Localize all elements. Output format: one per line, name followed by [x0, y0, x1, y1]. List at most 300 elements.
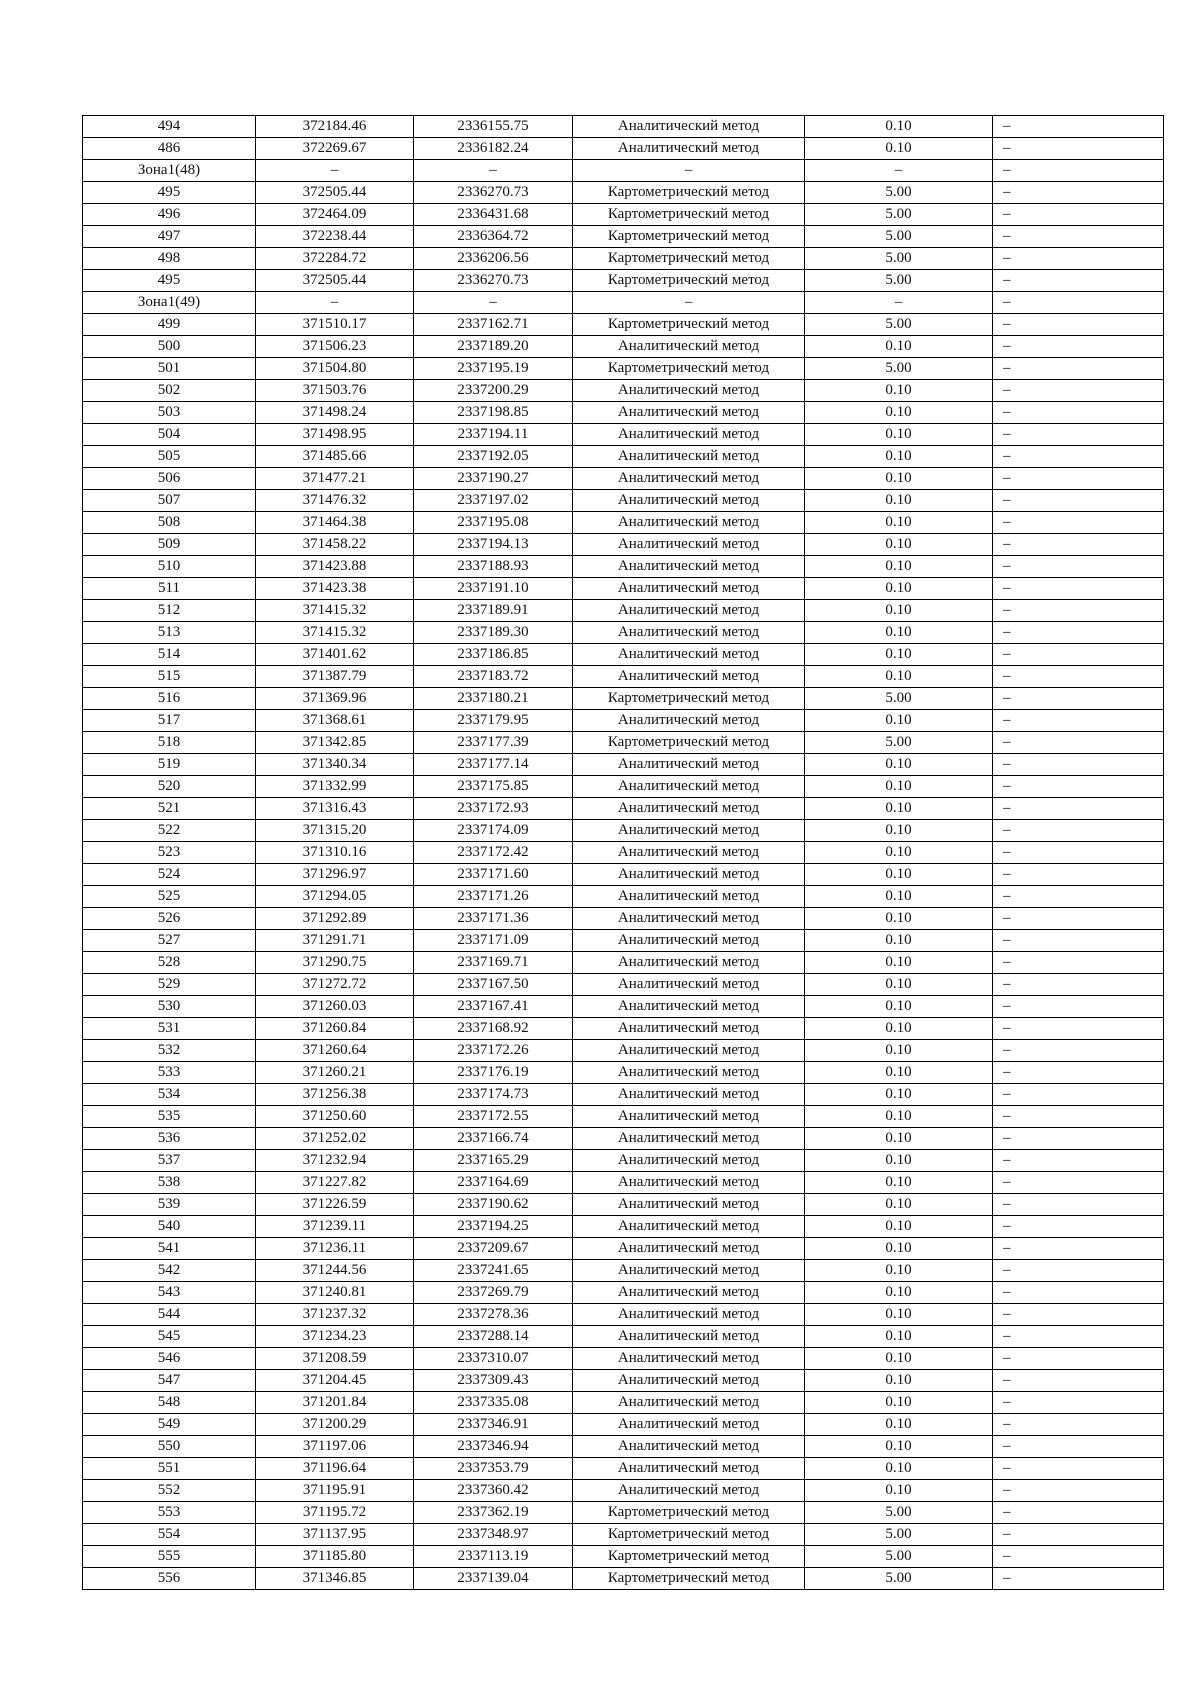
- point-number-cell: 549: [83, 1414, 256, 1436]
- y-coordinate-cell: 2337164.69: [414, 1172, 573, 1194]
- method-cell: Аналитический метод: [573, 1216, 805, 1238]
- description-cell: –: [993, 886, 1164, 908]
- method-cell: Аналитический метод: [573, 776, 805, 798]
- y-coordinate-cell: 2337174.09: [414, 820, 573, 842]
- y-coordinate-cell: 2337180.21: [414, 688, 573, 710]
- table-row: [83, 204, 1164, 226]
- accuracy-cell: –: [805, 160, 993, 182]
- accuracy-cell: 0.10: [805, 864, 993, 886]
- accuracy-cell: 0.10: [805, 886, 993, 908]
- method-cell: Аналитический метод: [573, 1150, 805, 1172]
- x-coordinate-cell: 371237.32: [256, 1304, 414, 1326]
- table-row: [83, 1370, 1164, 1392]
- method-cell: Картометрический метод: [573, 270, 805, 292]
- point-number-cell: 535: [83, 1106, 256, 1128]
- x-coordinate-cell: 371227.82: [256, 1172, 414, 1194]
- x-coordinate-cell: 371204.45: [256, 1370, 414, 1392]
- description-cell: –: [993, 842, 1164, 864]
- method-cell: Аналитический метод: [573, 1084, 805, 1106]
- table-row: [83, 1502, 1164, 1524]
- y-coordinate-cell: 2337176.19: [414, 1062, 573, 1084]
- table-row: [83, 1524, 1164, 1546]
- point-number-cell: 495: [83, 182, 256, 204]
- method-cell: Аналитический метод: [573, 1370, 805, 1392]
- description-cell: –: [993, 644, 1164, 666]
- y-coordinate-cell: 2337269.79: [414, 1282, 573, 1304]
- y-coordinate-cell: 2337167.41: [414, 996, 573, 1018]
- point-number-cell: 529: [83, 974, 256, 996]
- accuracy-cell: 5.00: [805, 248, 993, 270]
- method-cell: Аналитический метод: [573, 952, 805, 974]
- description-cell: –: [993, 974, 1164, 996]
- accuracy-cell: 0.10: [805, 1436, 993, 1458]
- method-cell: Аналитический метод: [573, 1040, 805, 1062]
- x-coordinate-cell: 371458.22: [256, 534, 414, 556]
- x-coordinate-cell: 371498.24: [256, 402, 414, 424]
- point-number-cell: 546: [83, 1348, 256, 1370]
- table-row: [83, 248, 1164, 270]
- y-coordinate-cell: 2337183.72: [414, 666, 573, 688]
- table-row: [83, 468, 1164, 490]
- method-cell: Аналитический метод: [573, 1282, 805, 1304]
- description-cell: –: [993, 930, 1164, 952]
- accuracy-cell: 0.10: [805, 490, 993, 512]
- x-coordinate-cell: 371332.99: [256, 776, 414, 798]
- y-coordinate-cell: 2337362.19: [414, 1502, 573, 1524]
- method-cell: Аналитический метод: [573, 930, 805, 952]
- method-cell: Аналитический метод: [573, 534, 805, 556]
- description-cell: –: [993, 138, 1164, 160]
- description-cell: –: [993, 1238, 1164, 1260]
- method-cell: Аналитический метод: [573, 820, 805, 842]
- point-number-cell: 521: [83, 798, 256, 820]
- accuracy-cell: 0.10: [805, 1392, 993, 1414]
- description-cell: –: [993, 1084, 1164, 1106]
- y-coordinate-cell: 2337175.85: [414, 776, 573, 798]
- accuracy-cell: 0.10: [805, 1018, 993, 1040]
- method-cell: Аналитический метод: [573, 1348, 805, 1370]
- point-number-cell: 513: [83, 622, 256, 644]
- x-coordinate-cell: 371292.89: [256, 908, 414, 930]
- description-cell: –: [993, 402, 1164, 424]
- table-row: [83, 666, 1164, 688]
- point-number-cell: 524: [83, 864, 256, 886]
- point-number-cell: 507: [83, 490, 256, 512]
- y-coordinate-cell: 2337172.93: [414, 798, 573, 820]
- accuracy-cell: 0.10: [805, 1282, 993, 1304]
- accuracy-cell: 0.10: [805, 1128, 993, 1150]
- description-cell: –: [993, 1304, 1164, 1326]
- table-row: [83, 1304, 1164, 1326]
- table-row: [83, 1260, 1164, 1282]
- method-cell: Аналитический метод: [573, 886, 805, 908]
- point-number-cell: 495: [83, 270, 256, 292]
- x-coordinate-cell: 371250.60: [256, 1106, 414, 1128]
- x-coordinate-cell: 371415.32: [256, 622, 414, 644]
- method-cell: Аналитический метод: [573, 710, 805, 732]
- point-number-cell: 526: [83, 908, 256, 930]
- x-coordinate-cell: 371195.72: [256, 1502, 414, 1524]
- y-coordinate-cell: 2337200.29: [414, 380, 573, 402]
- description-cell: –: [993, 864, 1164, 886]
- y-coordinate-cell: 2337278.36: [414, 1304, 573, 1326]
- accuracy-cell: 0.10: [805, 402, 993, 424]
- method-cell: Картометрический метод: [573, 226, 805, 248]
- description-cell: –: [993, 1062, 1164, 1084]
- method-cell: Аналитический метод: [573, 622, 805, 644]
- x-coordinate-cell: 372284.72: [256, 248, 414, 270]
- accuracy-cell: 0.10: [805, 1304, 993, 1326]
- x-coordinate-cell: 371485.66: [256, 446, 414, 468]
- point-number-cell: 501: [83, 358, 256, 380]
- point-number-cell: 553: [83, 1502, 256, 1524]
- table-row: [83, 864, 1164, 886]
- y-coordinate-cell: 2337172.42: [414, 842, 573, 864]
- point-number-cell: 499: [83, 314, 256, 336]
- table-row: [83, 380, 1164, 402]
- table-row: [83, 930, 1164, 952]
- method-cell: Аналитический метод: [573, 754, 805, 776]
- method-cell: Аналитический метод: [573, 1326, 805, 1348]
- method-cell: Аналитический метод: [573, 1238, 805, 1260]
- y-coordinate-cell: 2337165.29: [414, 1150, 573, 1172]
- table-row: [83, 116, 1164, 138]
- y-coordinate-cell: 2337189.91: [414, 600, 573, 622]
- x-coordinate-cell: 371401.62: [256, 644, 414, 666]
- table-row: [83, 952, 1164, 974]
- method-cell: Аналитический метод: [573, 402, 805, 424]
- x-coordinate-cell: 371476.32: [256, 490, 414, 512]
- accuracy-cell: 0.10: [805, 644, 993, 666]
- accuracy-cell: 0.10: [805, 996, 993, 1018]
- accuracy-cell: 0.10: [805, 1150, 993, 1172]
- description-cell: –: [993, 688, 1164, 710]
- table-row: [83, 908, 1164, 930]
- method-cell: Аналитический метод: [573, 490, 805, 512]
- accuracy-cell: 0.10: [805, 1480, 993, 1502]
- accuracy-cell: 5.00: [805, 1502, 993, 1524]
- point-number-cell: 522: [83, 820, 256, 842]
- y-coordinate-cell: 2337288.14: [414, 1326, 573, 1348]
- method-cell: Аналитический метод: [573, 1304, 805, 1326]
- table-row: [83, 1348, 1164, 1370]
- method-cell: Картометрический метод: [573, 204, 805, 226]
- table-row: [83, 1084, 1164, 1106]
- x-coordinate-cell: 371244.56: [256, 1260, 414, 1282]
- point-number-cell: 518: [83, 732, 256, 754]
- point-number-cell: Зона1(49): [83, 292, 256, 314]
- point-number-cell: 534: [83, 1084, 256, 1106]
- method-cell: Картометрический метод: [573, 248, 805, 270]
- point-number-cell: 505: [83, 446, 256, 468]
- point-number-cell: 514: [83, 644, 256, 666]
- description-cell: –: [993, 776, 1164, 798]
- x-coordinate-cell: 371498.95: [256, 424, 414, 446]
- method-cell: Картометрический метод: [573, 1546, 805, 1568]
- table-row: [83, 292, 1164, 314]
- point-number-cell: 541: [83, 1238, 256, 1260]
- accuracy-cell: 0.10: [805, 754, 993, 776]
- description-cell: –: [993, 512, 1164, 534]
- description-cell: –: [993, 292, 1164, 314]
- x-coordinate-cell: 371423.88: [256, 556, 414, 578]
- table-row: [83, 996, 1164, 1018]
- y-coordinate-cell: 2337194.11: [414, 424, 573, 446]
- table-row: [83, 798, 1164, 820]
- table-row: [83, 314, 1164, 336]
- accuracy-cell: 0.10: [805, 622, 993, 644]
- y-coordinate-cell: 2336155.75: [414, 116, 573, 138]
- table-row: [83, 1282, 1164, 1304]
- x-coordinate-cell: 371260.21: [256, 1062, 414, 1084]
- table-row: [83, 182, 1164, 204]
- point-number-cell: 512: [83, 600, 256, 622]
- y-coordinate-cell: 2337310.07: [414, 1348, 573, 1370]
- x-coordinate-cell: 371316.43: [256, 798, 414, 820]
- point-number-cell: 500: [83, 336, 256, 358]
- y-coordinate-cell: 2337195.19: [414, 358, 573, 380]
- method-cell: Аналитический метод: [573, 380, 805, 402]
- point-number-cell: 536: [83, 1128, 256, 1150]
- table-row: [83, 754, 1164, 776]
- table-row: [83, 534, 1164, 556]
- description-cell: –: [993, 204, 1164, 226]
- x-coordinate-cell: 371240.81: [256, 1282, 414, 1304]
- method-cell: Аналитический метод: [573, 1436, 805, 1458]
- point-number-cell: 545: [83, 1326, 256, 1348]
- table-row: [83, 402, 1164, 424]
- method-cell: Аналитический метод: [573, 116, 805, 138]
- point-number-cell: 504: [83, 424, 256, 446]
- point-number-cell: 540: [83, 1216, 256, 1238]
- description-cell: –: [993, 996, 1164, 1018]
- x-coordinate-cell: 372464.09: [256, 204, 414, 226]
- accuracy-cell: 5.00: [805, 270, 993, 292]
- description-cell: –: [993, 1392, 1164, 1414]
- description-cell: –: [993, 952, 1164, 974]
- description-cell: –: [993, 578, 1164, 600]
- point-number-cell: 508: [83, 512, 256, 534]
- accuracy-cell: 0.10: [805, 380, 993, 402]
- description-cell: –: [993, 314, 1164, 336]
- point-number-cell: 525: [83, 886, 256, 908]
- x-coordinate-cell: 371236.11: [256, 1238, 414, 1260]
- method-cell: Аналитический метод: [573, 1194, 805, 1216]
- method-cell: Аналитический метод: [573, 974, 805, 996]
- description-cell: –: [993, 1458, 1164, 1480]
- description-cell: –: [993, 556, 1164, 578]
- y-coordinate-cell: 2337171.26: [414, 886, 573, 908]
- y-coordinate-cell: 2337172.55: [414, 1106, 573, 1128]
- table-row: [83, 358, 1164, 380]
- description-cell: –: [993, 1260, 1164, 1282]
- point-number-cell: 510: [83, 556, 256, 578]
- y-coordinate-cell: 2337190.62: [414, 1194, 573, 1216]
- table-row: [83, 776, 1164, 798]
- description-cell: –: [993, 248, 1164, 270]
- method-cell: Аналитический метод: [573, 600, 805, 622]
- method-cell: Аналитический метод: [573, 1392, 805, 1414]
- description-cell: –: [993, 1282, 1164, 1304]
- x-coordinate-cell: 371464.38: [256, 512, 414, 534]
- x-coordinate-cell: 371252.02: [256, 1128, 414, 1150]
- y-coordinate-cell: 2336206.56: [414, 248, 573, 270]
- coordinates-table: [82, 115, 1164, 1590]
- method-cell: Аналитический метод: [573, 578, 805, 600]
- y-coordinate-cell: 2337360.42: [414, 1480, 573, 1502]
- accuracy-cell: 5.00: [805, 226, 993, 248]
- accuracy-cell: 0.10: [805, 138, 993, 160]
- y-coordinate-cell: 2337166.74: [414, 1128, 573, 1150]
- table-row: [83, 1150, 1164, 1172]
- y-coordinate-cell: 2336364.72: [414, 226, 573, 248]
- x-coordinate-cell: 371369.96: [256, 688, 414, 710]
- accuracy-cell: 0.10: [805, 776, 993, 798]
- x-coordinate-cell: 371346.85: [256, 1568, 414, 1590]
- point-number-cell: 511: [83, 578, 256, 600]
- table-row: [83, 160, 1164, 182]
- y-coordinate-cell: 2337190.27: [414, 468, 573, 490]
- method-cell: Аналитический метод: [573, 1458, 805, 1480]
- x-coordinate-cell: 371201.84: [256, 1392, 414, 1414]
- table-row: [83, 1568, 1164, 1590]
- method-cell: Картометрический метод: [573, 688, 805, 710]
- method-cell: Картометрический метод: [573, 358, 805, 380]
- accuracy-cell: 0.10: [805, 1348, 993, 1370]
- y-coordinate-cell: 2337195.08: [414, 512, 573, 534]
- point-number-cell: 555: [83, 1546, 256, 1568]
- table-row: [83, 578, 1164, 600]
- method-cell: Аналитический метод: [573, 336, 805, 358]
- table-row: [83, 688, 1164, 710]
- point-number-cell: 552: [83, 1480, 256, 1502]
- description-cell: –: [993, 1040, 1164, 1062]
- description-cell: –: [993, 358, 1164, 380]
- accuracy-cell: 0.10: [805, 1370, 993, 1392]
- description-cell: –: [993, 1172, 1164, 1194]
- y-coordinate-cell: 2337177.14: [414, 754, 573, 776]
- x-coordinate-cell: 371387.79: [256, 666, 414, 688]
- y-coordinate-cell: 2337335.08: [414, 1392, 573, 1414]
- table-row: [83, 842, 1164, 864]
- y-coordinate-cell: 2336431.68: [414, 204, 573, 226]
- table-row: [83, 1172, 1164, 1194]
- method-cell: Аналитический метод: [573, 138, 805, 160]
- accuracy-cell: 0.10: [805, 1040, 993, 1062]
- y-coordinate-cell: 2337171.60: [414, 864, 573, 886]
- x-coordinate-cell: 371234.23: [256, 1326, 414, 1348]
- point-number-cell: 502: [83, 380, 256, 402]
- table-row: [83, 886, 1164, 908]
- method-cell: Аналитический метод: [573, 446, 805, 468]
- accuracy-cell: 0.10: [805, 1106, 993, 1128]
- y-coordinate-cell: 2337113.19: [414, 1546, 573, 1568]
- y-coordinate-cell: 2336182.24: [414, 138, 573, 160]
- accuracy-cell: 0.10: [805, 1194, 993, 1216]
- table-row: [83, 622, 1164, 644]
- table-row: [83, 1436, 1164, 1458]
- description-cell: –: [993, 754, 1164, 776]
- y-coordinate-cell: 2337162.71: [414, 314, 573, 336]
- x-coordinate-cell: 371504.80: [256, 358, 414, 380]
- x-coordinate-cell: 372238.44: [256, 226, 414, 248]
- accuracy-cell: 0.10: [805, 798, 993, 820]
- x-coordinate-cell: 371342.85: [256, 732, 414, 754]
- point-number-cell: 528: [83, 952, 256, 974]
- accuracy-cell: 0.10: [805, 1084, 993, 1106]
- description-cell: –: [993, 1216, 1164, 1238]
- accuracy-cell: 0.10: [805, 1414, 993, 1436]
- y-coordinate-cell: 2337169.71: [414, 952, 573, 974]
- y-coordinate-cell: 2337197.02: [414, 490, 573, 512]
- description-cell: –: [993, 380, 1164, 402]
- method-cell: Картометрический метод: [573, 1524, 805, 1546]
- accuracy-cell: 0.10: [805, 908, 993, 930]
- accuracy-cell: 5.00: [805, 204, 993, 226]
- x-coordinate-cell: 371503.76: [256, 380, 414, 402]
- x-coordinate-cell: 371260.84: [256, 1018, 414, 1040]
- x-coordinate-cell: 371208.59: [256, 1348, 414, 1370]
- table-row: [83, 424, 1164, 446]
- description-cell: –: [993, 710, 1164, 732]
- accuracy-cell: 0.10: [805, 468, 993, 490]
- method-cell: Аналитический метод: [573, 1480, 805, 1502]
- x-coordinate-cell: 371185.80: [256, 1546, 414, 1568]
- table-body: [83, 116, 1164, 1590]
- method-cell: Аналитический метод: [573, 666, 805, 688]
- accuracy-cell: 0.10: [805, 666, 993, 688]
- y-coordinate-cell: 2337198.85: [414, 402, 573, 424]
- y-coordinate-cell: 2337179.95: [414, 710, 573, 732]
- point-number-cell: 550: [83, 1436, 256, 1458]
- method-cell: Аналитический метод: [573, 1260, 805, 1282]
- accuracy-cell: 0.10: [805, 1260, 993, 1282]
- method-cell: Аналитический метод: [573, 1128, 805, 1150]
- description-cell: –: [993, 798, 1164, 820]
- x-coordinate-cell: 371477.21: [256, 468, 414, 490]
- method-cell: Картометрический метод: [573, 1502, 805, 1524]
- method-cell: Аналитический метод: [573, 908, 805, 930]
- method-cell: Картометрический метод: [573, 732, 805, 754]
- method-cell: Аналитический метод: [573, 1172, 805, 1194]
- x-coordinate-cell: –: [256, 292, 414, 314]
- point-number-cell: 494: [83, 116, 256, 138]
- x-coordinate-cell: 371137.95: [256, 1524, 414, 1546]
- table-row: [83, 336, 1164, 358]
- method-cell: Аналитический метод: [573, 1018, 805, 1040]
- y-coordinate-cell: 2337348.97: [414, 1524, 573, 1546]
- description-cell: –: [993, 666, 1164, 688]
- y-coordinate-cell: 2337139.04: [414, 1568, 573, 1590]
- accuracy-cell: 5.00: [805, 1524, 993, 1546]
- y-coordinate-cell: 2337172.26: [414, 1040, 573, 1062]
- description-cell: –: [993, 182, 1164, 204]
- table-row: [83, 1128, 1164, 1150]
- y-coordinate-cell: 2337192.05: [414, 446, 573, 468]
- point-number-cell: 543: [83, 1282, 256, 1304]
- x-coordinate-cell: 371197.06: [256, 1436, 414, 1458]
- x-coordinate-cell: 371195.91: [256, 1480, 414, 1502]
- description-cell: –: [993, 1568, 1164, 1590]
- y-coordinate-cell: 2337194.25: [414, 1216, 573, 1238]
- description-cell: –: [993, 1018, 1164, 1040]
- x-coordinate-cell: –: [256, 160, 414, 182]
- table-row: [83, 1018, 1164, 1040]
- x-coordinate-cell: 371294.05: [256, 886, 414, 908]
- point-number-cell: 527: [83, 930, 256, 952]
- y-coordinate-cell: 2337346.91: [414, 1414, 573, 1436]
- description-cell: –: [993, 820, 1164, 842]
